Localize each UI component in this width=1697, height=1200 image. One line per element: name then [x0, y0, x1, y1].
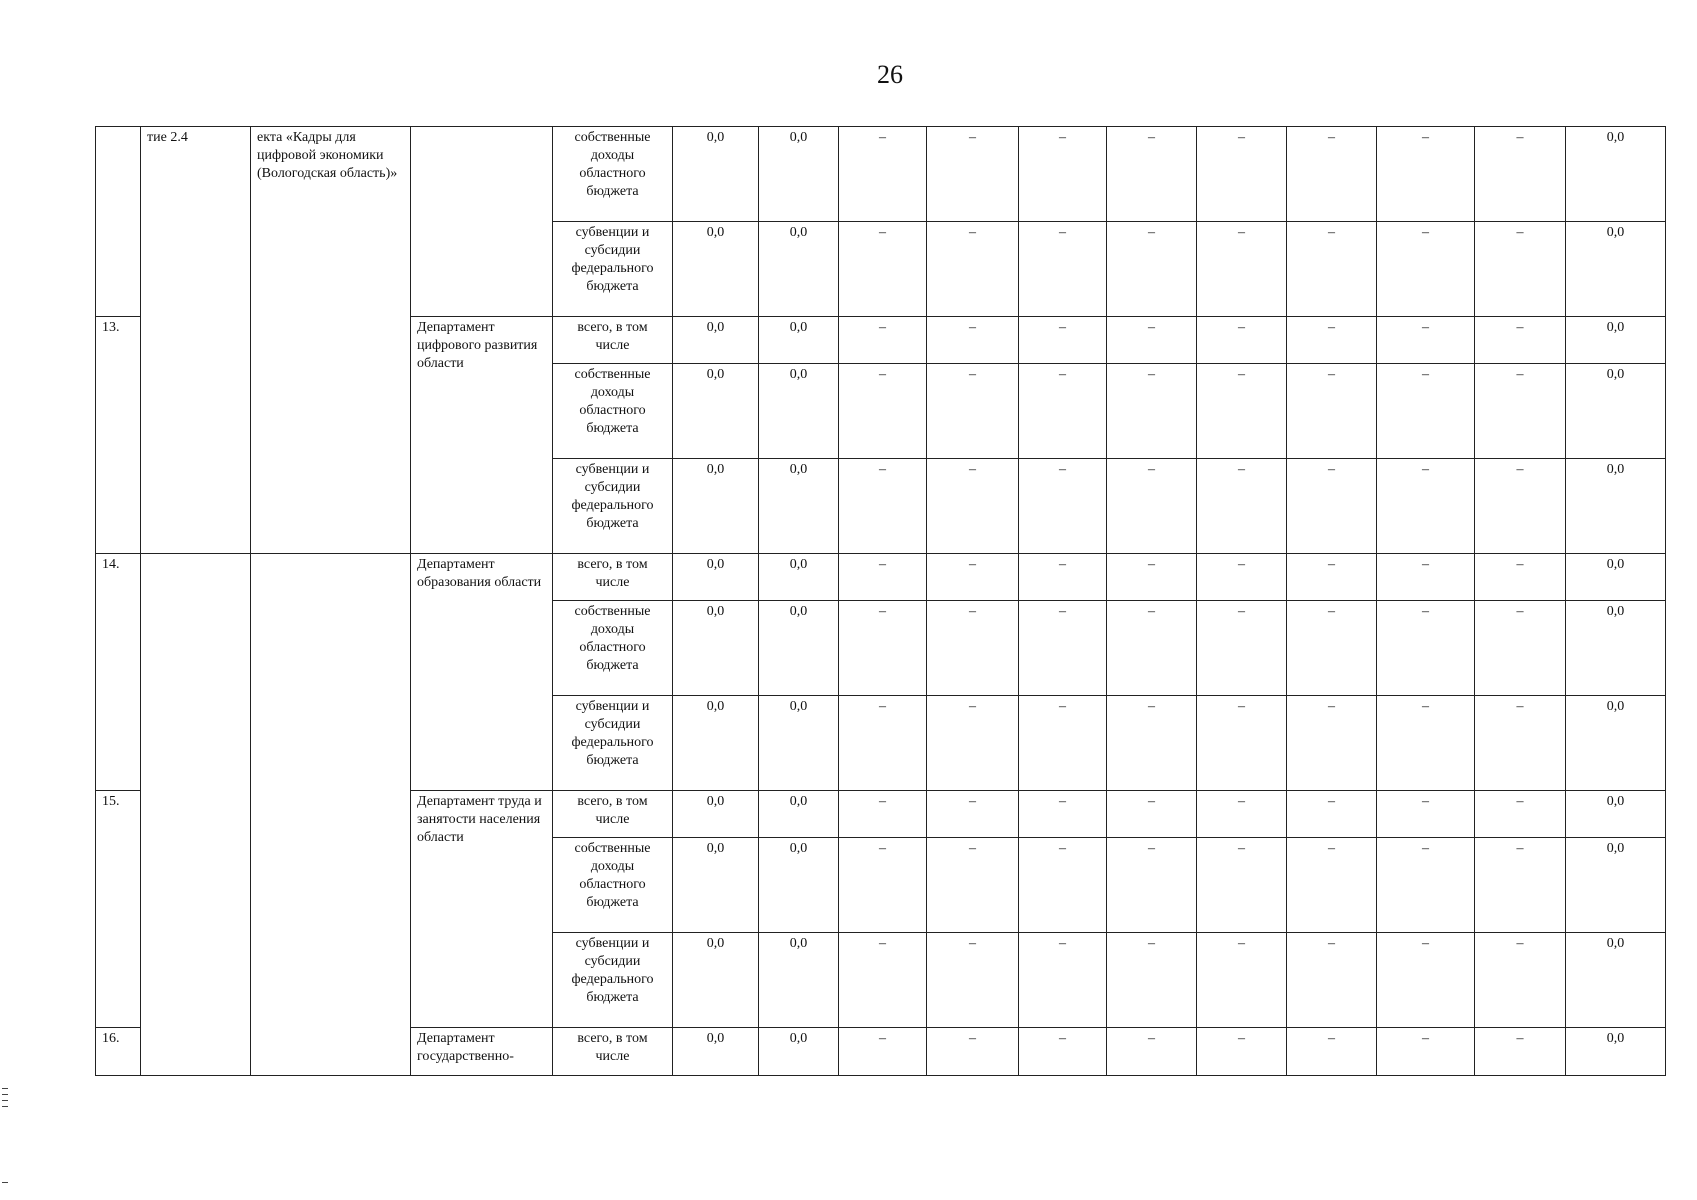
dash-cell: – — [1287, 1028, 1377, 1076]
value-cell: 0,0 — [759, 364, 839, 459]
dash-cell: – — [1377, 222, 1475, 317]
total-cell: 0,0 — [1566, 459, 1666, 554]
dash-cell: – — [1197, 222, 1287, 317]
dash-cell: – — [1377, 601, 1475, 696]
dash-cell: – — [1287, 601, 1377, 696]
value-cell: 0,0 — [759, 933, 839, 1028]
row-number: 15. — [96, 791, 141, 1028]
dash-cell: – — [1377, 838, 1475, 933]
dash-cell: – — [1107, 791, 1197, 838]
dash-cell: – — [927, 127, 1019, 222]
value-cell: 0,0 — [673, 554, 759, 601]
dash-cell: – — [1197, 933, 1287, 1028]
dash-cell: – — [1019, 838, 1107, 933]
funding-source: всего, в том числе — [553, 1028, 673, 1076]
funding-source: субвенции и субсидии федерального бюджета — [553, 459, 673, 554]
dash-cell: – — [839, 1028, 927, 1076]
value-cell: 0,0 — [759, 459, 839, 554]
value-cell: 0,0 — [759, 1028, 839, 1076]
value-cell: 0,0 — [759, 127, 839, 222]
funding-source: всего, в том числе — [553, 791, 673, 838]
dash-cell: – — [1197, 791, 1287, 838]
dash-cell: – — [1197, 127, 1287, 222]
budget-table — [95, 126, 1666, 1076]
dash-cell: – — [927, 222, 1019, 317]
value-cell: 0,0 — [759, 554, 839, 601]
dash-cell: – — [839, 317, 927, 364]
project-name: екта «Кадры для цифровой экономики (Вологодская область)» — [251, 127, 411, 554]
dash-cell: – — [1287, 696, 1377, 791]
dash-cell: – — [1475, 317, 1566, 364]
dash-cell: – — [1019, 459, 1107, 554]
value-cell: 0,0 — [673, 696, 759, 791]
dash-cell: – — [927, 933, 1019, 1028]
value-cell: 0,0 — [759, 838, 839, 933]
scan-margin-mark — [2, 1100, 8, 1101]
dash-cell: – — [839, 222, 927, 317]
value-cell: 0,0 — [673, 1028, 759, 1076]
funding-source: собственные доходы областного бюджета — [553, 838, 673, 933]
dash-cell: – — [1475, 838, 1566, 933]
dash-cell: – — [1197, 317, 1287, 364]
dash-cell: – — [1475, 696, 1566, 791]
dash-cell: – — [1287, 317, 1377, 364]
value-cell: 0,0 — [673, 601, 759, 696]
dash-cell: – — [1019, 364, 1107, 459]
dash-cell: – — [1377, 1028, 1475, 1076]
dash-cell: – — [1107, 222, 1197, 317]
total-cell: 0,0 — [1566, 791, 1666, 838]
dash-cell: – — [1475, 554, 1566, 601]
dash-cell: – — [839, 696, 927, 791]
total-cell: 0,0 — [1566, 838, 1666, 933]
dash-cell: – — [1107, 317, 1197, 364]
funding-source: собственные доходы областного бюджета — [553, 601, 673, 696]
dash-cell: – — [839, 601, 927, 696]
dash-cell: – — [1287, 364, 1377, 459]
dash-cell: – — [1197, 459, 1287, 554]
row-number: 13. — [96, 317, 141, 554]
value-cell: 0,0 — [759, 601, 839, 696]
dash-cell: – — [839, 364, 927, 459]
funding-source: собственные доходы областного бюджета — [553, 364, 673, 459]
dash-cell: – — [1197, 601, 1287, 696]
executor-cell: Департамент цифрового развития области — [411, 317, 553, 554]
dash-cell: – — [1475, 459, 1566, 554]
value-cell: 0,0 — [673, 127, 759, 222]
value-cell: 0,0 — [759, 222, 839, 317]
table-row — [96, 554, 1666, 601]
dash-cell: – — [1475, 222, 1566, 317]
row-number — [96, 127, 141, 317]
scan-margin-mark — [2, 1106, 8, 1107]
funding-source: субвенции и субсидии федерального бюджета — [553, 696, 673, 791]
dash-cell: – — [1107, 554, 1197, 601]
scan-margin-mark — [2, 1182, 8, 1183]
dash-cell: – — [1107, 1028, 1197, 1076]
dash-cell: – — [1377, 459, 1475, 554]
funding-source: всего, в том числе — [553, 554, 673, 601]
total-cell: 0,0 — [1566, 317, 1666, 364]
dash-cell: – — [839, 933, 927, 1028]
dash-cell: – — [1475, 1028, 1566, 1076]
total-cell: 0,0 — [1566, 601, 1666, 696]
dash-cell: – — [1287, 459, 1377, 554]
dash-cell: – — [1107, 838, 1197, 933]
dash-cell: – — [1287, 838, 1377, 933]
total-cell: 0,0 — [1566, 933, 1666, 1028]
dash-cell: – — [1197, 554, 1287, 601]
executor-cell: Департамент образования области — [411, 554, 553, 791]
dash-cell: – — [1377, 933, 1475, 1028]
dash-cell: – — [1287, 554, 1377, 601]
value-cell: 0,0 — [673, 933, 759, 1028]
dash-cell: – — [839, 791, 927, 838]
dash-cell: – — [927, 696, 1019, 791]
dash-cell: – — [839, 554, 927, 601]
value-cell: 0,0 — [673, 459, 759, 554]
dash-cell: – — [1287, 222, 1377, 317]
scan-margin-mark — [2, 1088, 8, 1089]
dash-cell: – — [927, 791, 1019, 838]
value-cell: 0,0 — [673, 791, 759, 838]
dash-cell: – — [1019, 127, 1107, 222]
dash-cell: – — [1287, 933, 1377, 1028]
total-cell: 0,0 — [1566, 364, 1666, 459]
dash-cell: – — [927, 601, 1019, 696]
total-cell: 0,0 — [1566, 127, 1666, 222]
funding-source: собственные доходы областного бюджета — [553, 127, 673, 222]
dash-cell: – — [1019, 1028, 1107, 1076]
dash-cell: – — [1107, 127, 1197, 222]
dash-cell: – — [1197, 364, 1287, 459]
funding-source: субвенции и субсидии федерального бюджета — [553, 933, 673, 1028]
dash-cell: – — [1377, 791, 1475, 838]
subprogram-label — [141, 554, 251, 1076]
row-number: 16. — [96, 1028, 141, 1076]
dash-cell: – — [839, 127, 927, 222]
dash-cell: – — [1475, 933, 1566, 1028]
page-number: 26 — [877, 60, 903, 89]
dash-cell: – — [1377, 364, 1475, 459]
row-number: 14. — [96, 554, 141, 791]
value-cell: 0,0 — [759, 317, 839, 364]
dash-cell: – — [1107, 696, 1197, 791]
project-name — [251, 554, 411, 1076]
dash-cell: – — [1197, 838, 1287, 933]
dash-cell: – — [1107, 933, 1197, 1028]
executor-cell: Департамент труда и занятости населения области — [411, 791, 553, 1028]
value-cell: 0,0 — [673, 838, 759, 933]
dash-cell: – — [927, 838, 1019, 933]
dash-cell: – — [1019, 554, 1107, 601]
dash-cell: – — [927, 459, 1019, 554]
dash-cell: – — [1019, 933, 1107, 1028]
dash-cell: – — [927, 364, 1019, 459]
dash-cell: – — [1475, 127, 1566, 222]
funding-source: всего, в том числе — [553, 317, 673, 364]
total-cell: 0,0 — [1566, 222, 1666, 317]
dash-cell: – — [1019, 601, 1107, 696]
dash-cell: – — [1019, 222, 1107, 317]
value-cell: 0,0 — [759, 791, 839, 838]
funding-source: субвенции и субсидии федерального бюджета — [553, 222, 673, 317]
dash-cell: – — [1377, 554, 1475, 601]
dash-cell: – — [1475, 364, 1566, 459]
value-cell: 0,0 — [673, 317, 759, 364]
dash-cell: – — [1107, 364, 1197, 459]
dash-cell: – — [927, 554, 1019, 601]
scan-margin-mark — [2, 1094, 8, 1095]
dash-cell: – — [1107, 601, 1197, 696]
dash-cell: – — [1377, 127, 1475, 222]
dash-cell: – — [1475, 791, 1566, 838]
total-cell: 0,0 — [1566, 696, 1666, 791]
dash-cell: – — [1377, 317, 1475, 364]
dash-cell: – — [1377, 696, 1475, 791]
executor-cell: Департамент государственно- — [411, 1028, 553, 1076]
total-cell: 0,0 — [1566, 1028, 1666, 1076]
dash-cell: – — [839, 459, 927, 554]
value-cell: 0,0 — [759, 696, 839, 791]
value-cell: 0,0 — [673, 222, 759, 317]
value-cell: 0,0 — [673, 364, 759, 459]
subprogram-label: тие 2.4 — [141, 127, 251, 554]
dash-cell: – — [927, 317, 1019, 364]
dash-cell: – — [1019, 696, 1107, 791]
dash-cell: – — [1107, 459, 1197, 554]
dash-cell: – — [1197, 1028, 1287, 1076]
dash-cell: – — [1475, 601, 1566, 696]
dash-cell: – — [1287, 127, 1377, 222]
table-row — [96, 127, 1666, 222]
dash-cell: – — [1287, 791, 1377, 838]
dash-cell: – — [1019, 317, 1107, 364]
executor-cell — [411, 127, 553, 317]
dash-cell: – — [1197, 696, 1287, 791]
dash-cell: – — [1019, 791, 1107, 838]
dash-cell: – — [927, 1028, 1019, 1076]
total-cell: 0,0 — [1566, 554, 1666, 601]
dash-cell: – — [839, 838, 927, 933]
